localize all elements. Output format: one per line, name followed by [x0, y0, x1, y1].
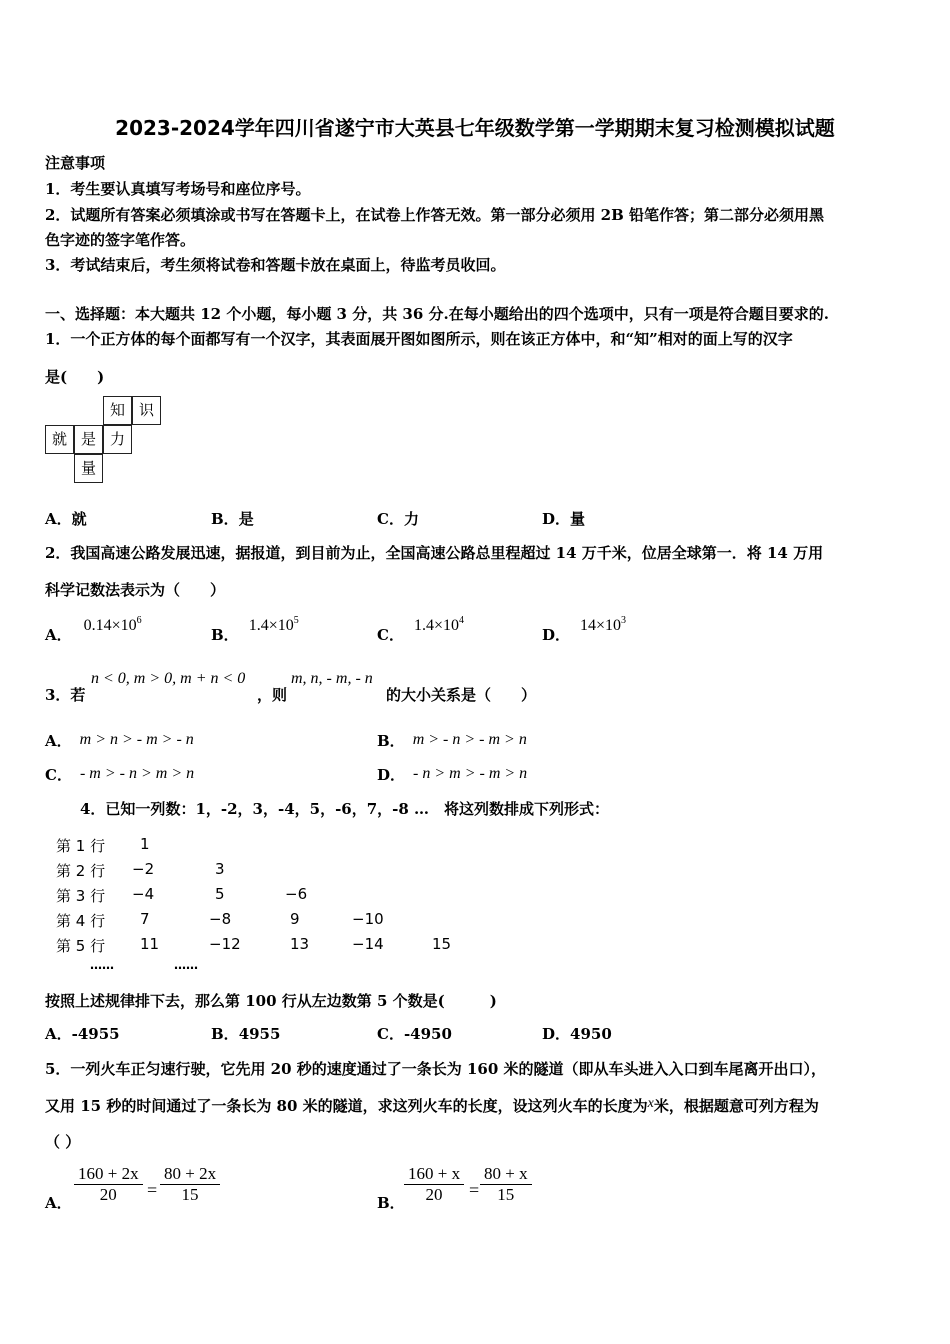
q5-text-line2: 又用 15 秒的时间通过了一条长为 80 米的隧道，求这列火车的长度，设这列火车的长度为x米，根据题意可列方程为 [45, 1096, 819, 1115]
net-cell: 量 [74, 454, 103, 483]
q3-option-c[interactable]: C． - m > - n > m > n [45, 765, 195, 784]
q3-option-d[interactable]: D． - n > m > - m > n [377, 765, 528, 784]
sequence-number: 1 [140, 835, 150, 853]
q4-option-c[interactable]: C．-4950 [377, 1025, 452, 1043]
equals-sign: = [147, 1180, 158, 1200]
q4-option-d[interactable]: D．4950 [542, 1025, 612, 1043]
q2-text-line2: 科学记数法表示为（ ） [45, 581, 226, 599]
sequence-number: 3 [215, 860, 225, 878]
cube-net-figure [45, 396, 165, 486]
sequence-number: −8 [209, 910, 232, 928]
q3-option-a[interactable]: A． m > n > - m > - n [45, 731, 194, 750]
q1-option-b[interactable]: B．是 [211, 510, 254, 528]
sequence-number: −6 [285, 885, 308, 903]
fraction: $\frac{160 + x}{20}$ [404, 1164, 464, 1205]
note-item: 1．考生要认真填写考场号和座位序号。 [45, 180, 311, 198]
notes-heading: 注意事项 [45, 154, 106, 172]
fraction: $\frac{80 + x}{15}$ [480, 1164, 532, 1205]
note-item: 2．试题所有答案必须填涂或书写在答题卡上，在试卷上作答无效。第一部分必须用 2B 铅笔作答；第二部分必须用黑 [45, 206, 825, 224]
q1-option-a[interactable]: A．就 [45, 510, 87, 528]
q2-option-c[interactable]: C．$1.4\times 10^4$ [377, 615, 464, 644]
q3-suffix: 的大小关系是（ ） [386, 686, 537, 704]
q2-text-line1: 2．我国高速公路发展迅速，据报道，到目前为止，全国高速公路总里程超过 14 万千米，位居全球第一．将 14 万用 [45, 544, 824, 562]
q1-option-d[interactable]: D．量 [542, 510, 586, 528]
sequence-number: 7 [140, 910, 150, 928]
ellipsis: …… [174, 958, 198, 972]
row-label: 第 2 行 [56, 862, 106, 880]
net-cell: 就 [45, 425, 74, 454]
net-cell: 识 [132, 396, 161, 425]
sequence-number: −10 [352, 910, 384, 928]
row-label: 第 1 行 [56, 837, 106, 855]
fraction: $\frac{160 + 2x}{20}$ [74, 1164, 143, 1205]
sequence-number: 11 [140, 935, 160, 953]
q2-option-a[interactable]: A．$0.14\times 10^6$ [45, 615, 142, 644]
q5-option-a-label[interactable]: A． [45, 1194, 72, 1212]
equals-sign: = [469, 1180, 480, 1200]
sequence-number: −2 [132, 860, 155, 878]
q5-text-line1: 5．一列火车正匀速行驶，它先用 20 秒的速度通过了一条长为 160 米的隧道（即从车头进入入口到车尾离开出口）， [45, 1060, 827, 1078]
sequence-number: 5 [215, 885, 225, 903]
q3-vars: m, n, - m, - n [291, 670, 373, 687]
section-heading: 一、选择题：本大题共 12 个小题，每小题 3 分，共 36 分.在每小题给出的四个选项中，只有一项是符合题目要求的. [45, 305, 829, 323]
sequence-number: −4 [132, 885, 155, 903]
row-label: 第 3 行 [56, 887, 106, 905]
net-cell: 力 [103, 425, 132, 454]
q4-option-a[interactable]: A．-4955 [45, 1025, 120, 1043]
q4-option-b[interactable]: B．4955 [211, 1025, 281, 1043]
q2-option-d[interactable]: D．$14\times 10^3$ [542, 615, 627, 644]
variable-x: x [647, 1096, 654, 1111]
q1-option-c[interactable]: C．力 [377, 510, 419, 528]
q5-option-b-label[interactable]: B． [377, 1194, 405, 1212]
sequence-number: −12 [209, 935, 241, 953]
sequence-number: 15 [432, 935, 452, 953]
q4-question: 按照上述规律排下去，那么第 100 行从左边数第 5 个数是( ) [45, 992, 497, 1010]
ellipsis: …… [90, 958, 114, 972]
net-cell: 是 [74, 425, 103, 454]
q1-text-line1: 1．一个正方体的每个面都写有一个汉字，其表面展开图如图所示，则在该正方体中，和“知”相对的面上写的汉字 [45, 330, 793, 348]
sequence-number: 13 [290, 935, 310, 953]
row-label: 第 4 行 [56, 912, 106, 930]
page-title: 2023-2024学年四川省遂宁市大英县七年级数学第一学期期末复习检测模拟试题 [115, 116, 835, 140]
sequence-number: −14 [352, 935, 384, 953]
sequence-number: 9 [290, 910, 300, 928]
q1-text-line2: 是( ) [45, 368, 105, 386]
row-label: 第 5 行 [56, 937, 106, 955]
q2-option-b[interactable]: B．$1.4\times 10^5$ [211, 615, 299, 644]
q5-text-line3: （ ） [45, 1133, 81, 1151]
q3-option-b[interactable]: B． m > - n > - m > n [377, 731, 527, 750]
q3-mid: ，则 [257, 686, 288, 704]
note-item: 色字迹的签字笔作答。 [45, 231, 196, 249]
q4-text-line1: 4．已知一列数：1，-2，3，-4，5，-6，7，-8 … 将这列数排成下列形式： [80, 800, 610, 818]
q3-prefix: 3．若 [45, 686, 86, 704]
q3-condition: n < 0, m > 0, m + n < 0 [91, 670, 246, 687]
fraction: $\frac{80 + 2x}{15}$ [160, 1164, 220, 1205]
net-cell: 知 [103, 396, 132, 425]
note-item: 3．考试结束后，考生须将试卷和答题卡放在桌面上，待监考员收回。 [45, 256, 506, 274]
